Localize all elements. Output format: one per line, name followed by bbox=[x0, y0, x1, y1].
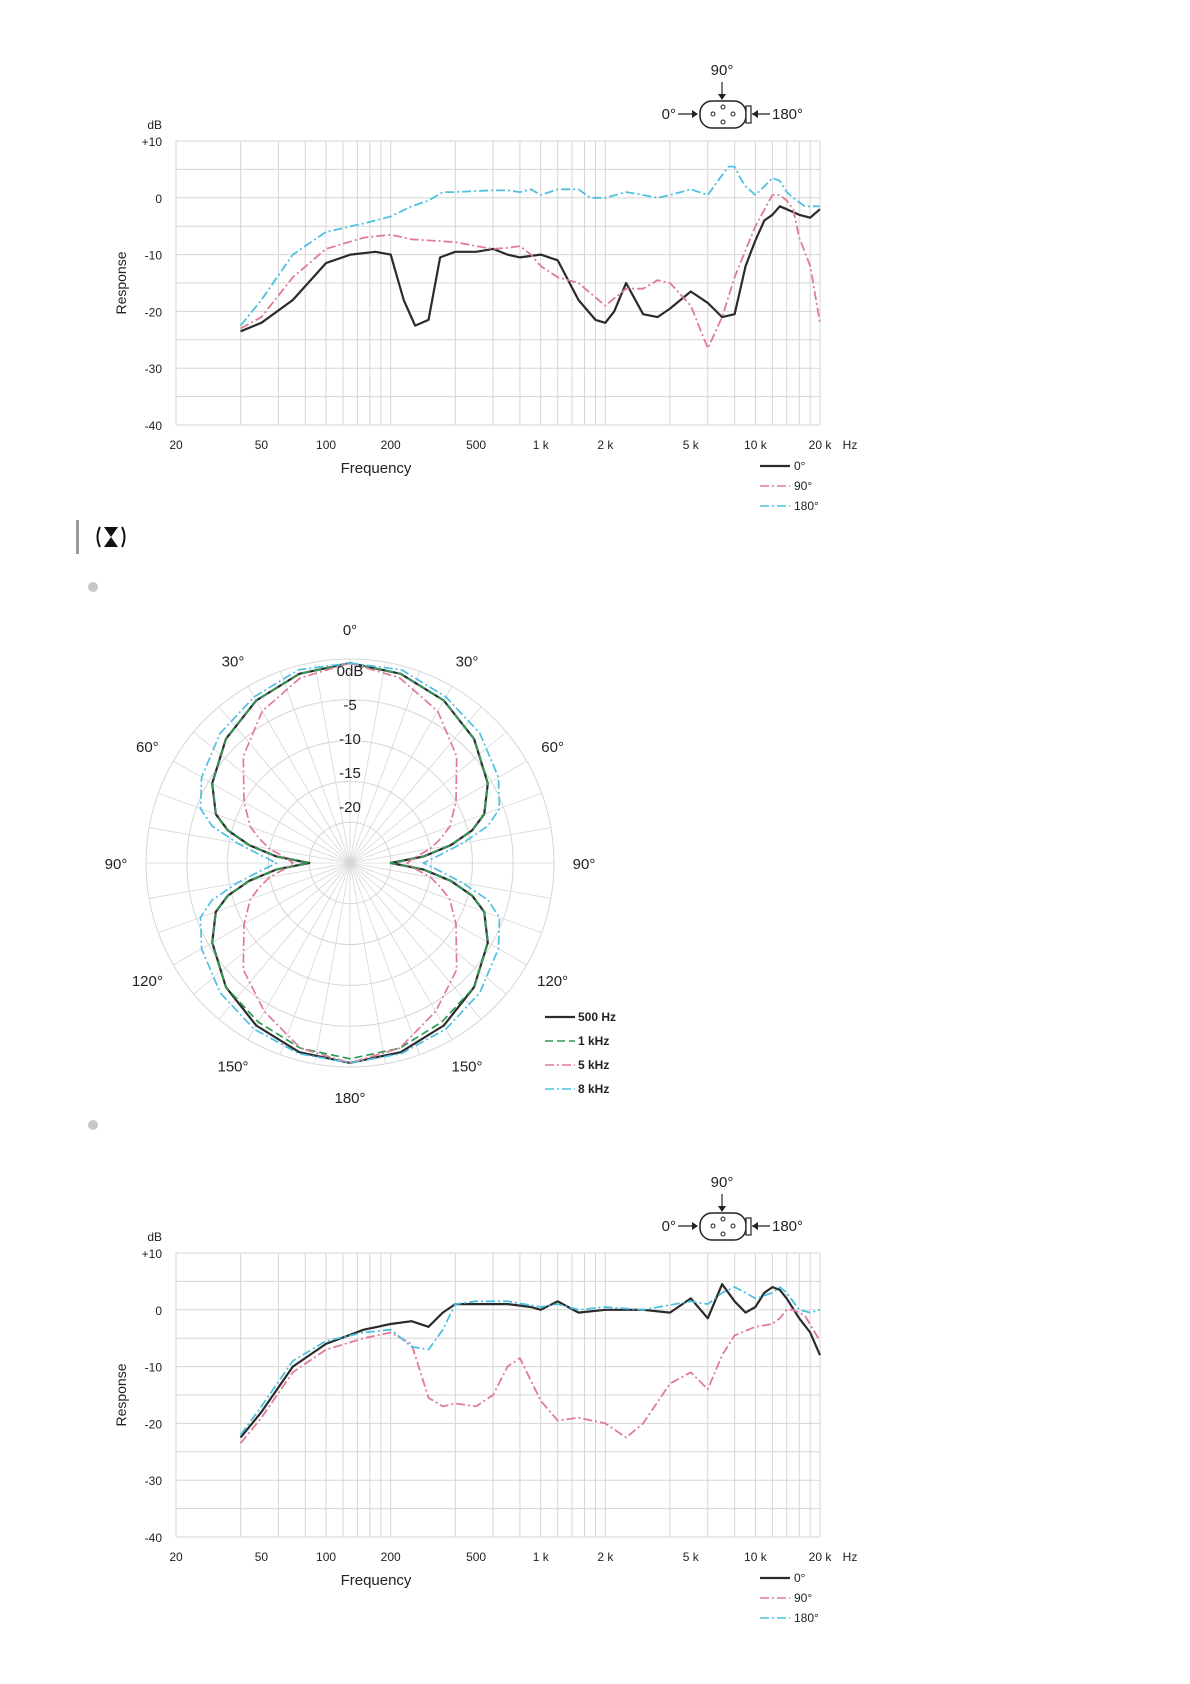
x-tick-label: 200 bbox=[380, 438, 401, 452]
legend-label: 180° bbox=[794, 499, 819, 513]
x-tick-label: 50 bbox=[254, 438, 269, 452]
diagram-arrowhead bbox=[692, 110, 698, 118]
section-marker bbox=[76, 520, 79, 554]
diagram-label-0: 0° bbox=[661, 1218, 676, 1235]
angle-label: 150° bbox=[217, 1058, 249, 1076]
diagram-arrowhead bbox=[718, 1206, 726, 1212]
diagram-capsule-tail bbox=[746, 106, 751, 123]
x-tick-label: 20 bbox=[169, 1550, 183, 1564]
legend bbox=[545, 1010, 616, 1096]
angle-label: 180° bbox=[334, 1090, 366, 1107]
diagram-label-90: 90° bbox=[710, 62, 734, 79]
y-tick-label: -30 bbox=[144, 1474, 162, 1489]
x-tick-label: 10 k bbox=[744, 1550, 767, 1564]
x-tick-label: 5 k bbox=[682, 1550, 699, 1564]
y-tick-label: -20 bbox=[144, 305, 162, 320]
diagram-capsule-tail bbox=[746, 1218, 751, 1235]
angle-label: 30° bbox=[221, 653, 245, 671]
radial-label: -10 bbox=[339, 731, 361, 748]
y-tick-label: -10 bbox=[144, 248, 162, 263]
y-tick-label: +10 bbox=[141, 1247, 162, 1261]
y-unit-label: dB bbox=[147, 1230, 162, 1244]
x-tick-label: 1 k bbox=[532, 1550, 549, 1564]
x-tick-label: 100 bbox=[316, 1550, 337, 1564]
angle-label: 0° bbox=[342, 622, 358, 639]
legend bbox=[760, 459, 819, 513]
x-tick-label: 5 k bbox=[682, 438, 699, 452]
legend-label: 5 kHz bbox=[578, 1058, 610, 1072]
diagram-arrowhead bbox=[718, 94, 726, 100]
x-tick-label: 500 bbox=[466, 1550, 487, 1564]
x-axis-label: Frequency bbox=[340, 460, 412, 477]
legend-label: 0° bbox=[794, 459, 806, 473]
y-tick-label: +10 bbox=[141, 135, 162, 149]
series-line bbox=[241, 1287, 820, 1435]
angle-label: 60° bbox=[541, 739, 564, 756]
diagram-label-90: 90° bbox=[710, 1174, 734, 1191]
angle-label: 90° bbox=[572, 856, 596, 873]
frequency-response-chart-bottom bbox=[0, 1112, 1190, 1672]
series-line bbox=[241, 195, 820, 348]
legend-label: 90° bbox=[794, 1591, 813, 1605]
list-bullet bbox=[88, 582, 98, 592]
radial-label: -20 bbox=[339, 799, 361, 816]
x-axis-label: Frequency bbox=[340, 1572, 412, 1589]
x-tick-label: 10 k bbox=[744, 438, 767, 452]
x-tick-label: 50 bbox=[254, 1550, 269, 1564]
x-tick-label: 1 k bbox=[532, 438, 549, 452]
legend-label: 180° bbox=[794, 1611, 819, 1625]
series-line bbox=[241, 167, 820, 326]
y-tick-label: -10 bbox=[144, 1360, 162, 1375]
legend-label: 0° bbox=[794, 1571, 806, 1585]
angle-label: 120° bbox=[131, 973, 163, 990]
mic-capsule-icon bbox=[662, 62, 803, 128]
series-line bbox=[241, 206, 820, 331]
radial-label: -5 bbox=[343, 697, 357, 714]
diagram-label-180: 180° bbox=[772, 1218, 804, 1235]
legend-label: 90° bbox=[794, 479, 813, 493]
legend-label: 1 kHz bbox=[578, 1034, 610, 1048]
legend-label: 8 kHz bbox=[578, 1082, 610, 1096]
x-tick-label: 20 bbox=[169, 438, 183, 452]
polar-pattern-chart bbox=[0, 610, 700, 1110]
y-tick-label: -40 bbox=[144, 1531, 162, 1545]
y-tick-label: -40 bbox=[144, 419, 162, 433]
y-axis-label: Response bbox=[113, 251, 129, 315]
y-tick-label: 0 bbox=[155, 1303, 162, 1318]
angle-label: 120° bbox=[537, 973, 569, 990]
radial-label: 0dB bbox=[336, 663, 364, 680]
y-unit-label: dB bbox=[147, 118, 162, 132]
frequency-response-chart-top bbox=[0, 0, 1190, 560]
mic-capsule-icon bbox=[662, 1174, 803, 1240]
radial-label: -15 bbox=[339, 765, 361, 782]
diagram-label-180: 180° bbox=[772, 106, 804, 123]
mic-figure8-icon bbox=[94, 524, 128, 550]
angle-label: 30° bbox=[455, 653, 479, 671]
diagram-arrowhead bbox=[752, 110, 758, 118]
x-tick-label: 2 k bbox=[597, 438, 614, 452]
diagram-arrowhead bbox=[692, 1222, 698, 1230]
x-tick-label: 2 k bbox=[597, 1550, 614, 1564]
x-tick-label: 500 bbox=[466, 438, 487, 452]
x-tick-label: 200 bbox=[380, 1550, 401, 1564]
y-tick-label: 0 bbox=[155, 191, 162, 206]
legend-label: 500 Hz bbox=[578, 1010, 617, 1024]
x-unit-label: Hz bbox=[842, 438, 858, 452]
diagram-arrowhead bbox=[752, 1222, 758, 1230]
x-tick-label: 100 bbox=[316, 438, 337, 452]
x-tick-label: 20 k bbox=[808, 438, 832, 452]
angle-label: 150° bbox=[451, 1058, 483, 1076]
y-axis-label: Response bbox=[113, 1363, 129, 1427]
x-tick-label: 20 k bbox=[808, 1550, 832, 1564]
angle-label: 60° bbox=[136, 739, 159, 756]
series-line bbox=[241, 1284, 820, 1437]
legend bbox=[760, 1571, 819, 1625]
diagram-label-0: 0° bbox=[661, 106, 676, 123]
polar-grid bbox=[146, 659, 554, 1067]
x-unit-label: Hz bbox=[842, 1550, 858, 1564]
y-tick-label: -20 bbox=[144, 1417, 162, 1432]
y-tick-label: -30 bbox=[144, 362, 162, 377]
angle-label: 90° bbox=[104, 856, 128, 873]
